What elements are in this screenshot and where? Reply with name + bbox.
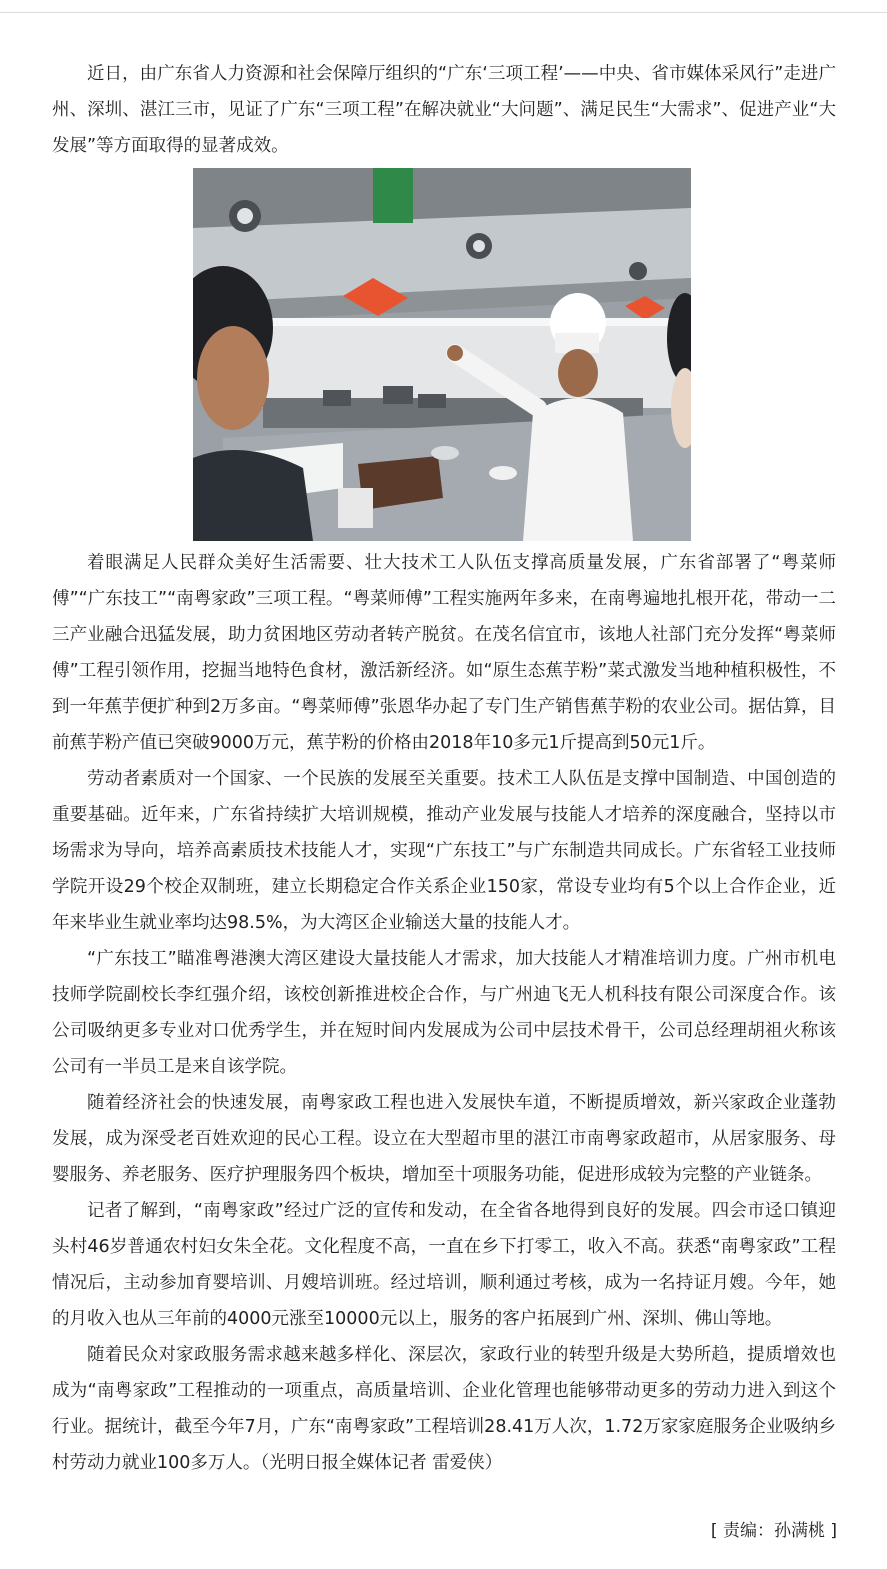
paragraph-3: 劳动者素质对一个国家、一个民族的发展至关重要。技术工人队伍是支撑中国制造、中国创造的重要基础。近年来，广东省持续扩大培训规模，推动产业发展与技能人才培养的深度融合，坚持以市场需求为导向，培养高素质技术技能人才，实现“广东技工”与广东制造共同成长。广东省轻工业技师学院开设29个校企双制班，建立长期稳定合作关系企业150家，常设专业均有5个以上合作企业，近年来毕业生就业率均达98.5%，为大湾区企业输送大量的技能人才。: [52, 769, 836, 933]
top-divider: [0, 12, 887, 13]
kitchen-photo: [193, 168, 691, 541]
paragraph-1: 近日，由广东省人力资源和社会保障厅组织的“广东‘三项工程’——中央、省市媒体采风行”走进广州、深圳、湛江三市，见证了广东“三项工程”在解决就业“大问题”、满足民生“大需求”、促进产业“大发展”等方面取得的显著成效。: [52, 64, 836, 156]
paragraph-5: 随着经济社会的快速发展，南粤家政工程也进入发展快车道，不断提质增效，新兴家政企业蓬勃发展，成为深受老百姓欢迎的民心工程。设立在大型超市里的湛江市南粤家政超市，从居家服务、母婴服务、养老服务、医疗护理服务四个板块，增加至十项服务功能，促进形成较为完整的产业链条。: [52, 1093, 836, 1185]
editor-credit: [ 责编：孙满桃 ]: [710, 1521, 837, 1541]
paragraph-2: 着眼满足人民群众美好生活需要、壮大技术工人队伍支撑高质量发展，广东省部署了“粤菜师傅”“广东技工”“南粤家政”三项工程。“粤菜师傅”工程实施两年多来，在南粤遍地扎根开花，带动一二三产业融合迅猛发展，助力贫困地区劳动者转产脱贫。在茂名信宜市，该地人社部门充分发挥“粤菜师傅”工程引领作用，挖掘当地特色食材，激活新经济。如“原生态蕉芋粉”菜式激发当地种植积极性，不到一年蕉芋便扩种到2万多亩。“粤菜师傅”张恩华办起了专门生产销售蕉芋粉的农业公司。据估算，目前蕉芋粉产值已突破9000万元，蕉芋粉的价格由2018年10多元1斤提高到50元1斤。: [52, 553, 836, 753]
paragraph-7: 随着民众对家政服务需求越来越多样化、深层次，家政行业的转型升级是大势所趋，提质增效也成为“南粤家政”工程推动的一项重点，高质量培训、企业化管理也能够带动更多的劳动力进入到这个行业。据统计，截至今年7月，广东“南粤家政”工程培训28.41万人次，1.72万家家庭服务企业吸纳乡村劳动力就业100多万人。（光明日报全媒体记者 雷爱侠）: [52, 1345, 836, 1473]
article-body: [52, 56, 836, 1481]
paragraph-6: 记者了解到，“南粤家政”经过广泛的宣传和发动，在全省各地得到良好的发展。四会市迳口镇迎头村46岁普通农村妇女朱全花。文化程度不高，一直在乡下打零工，收入不高。获悉“南粤家政”工程情况后，主动参加育婴培训、月嫂培训班。经过培训，顺利通过考核，成为一名持证月嫂。今年，她的月收入也从三年前的4000元涨至10000元以上，服务的客户拓展到广州、深圳、佛山等地。: [52, 1201, 836, 1329]
paragraph-4: “广东技工”瞄准粤港澳大湾区建设大量技能人才需求，加大技能人才精准培训力度。广州市机电技师学院副校长李红强介绍，该校创新推进校企合作，与广州迪飞无人机科技有限公司深度合作。该公司吸纳更多专业对口优秀学生，并在短时间内发展成为公司中层技术骨干，公司总经理胡祖火称该公司有一半员工是来自该学院。: [52, 949, 836, 1077]
